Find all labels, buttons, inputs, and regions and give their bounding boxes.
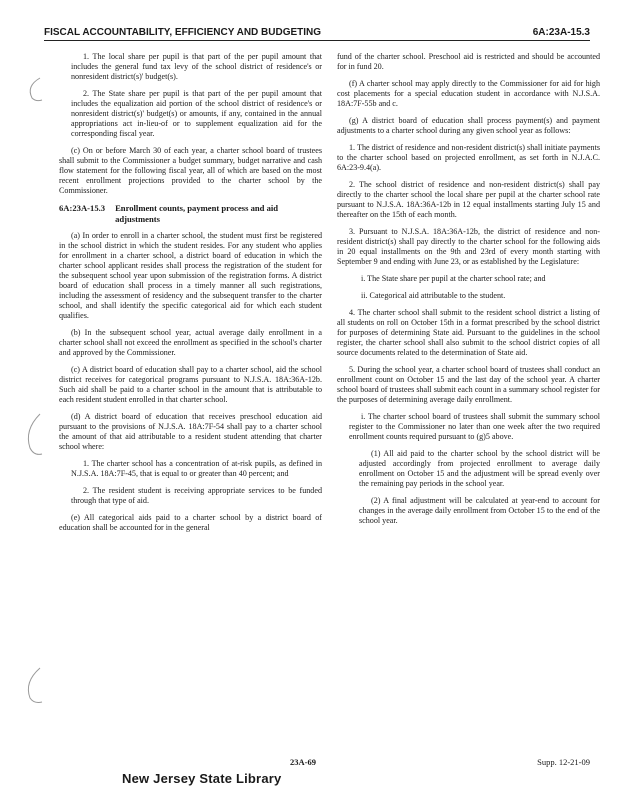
paragraph: (c) A district board of education shall pay to a charter school, aid the school district receives for categorical programs pursuant to N.J.S.A. 18A:36A-12b. Such aid shall be paid to a charter school in the amount that is attributable to each resident student enrolled in that charter school. [59, 365, 322, 404]
binder-hole-mark [22, 666, 46, 708]
supplement-date: Supp. 12-21-09 [537, 757, 590, 767]
paragraph: (b) In the subsequent school year, actual average daily enrollment in a charter school shall not exceed the enrollment as specified in the school's charter and approved by the Commissioner. [59, 328, 322, 357]
paragraph: 1. The local share per pupil is that part of the per pupil amount that includes the general fund tax levy of the school district of residence's or nonresident district(s)' budget(s). [71, 52, 322, 81]
library-watermark: New Jersey State Library [122, 771, 282, 786]
running-header [44, 22, 590, 41]
paragraph: 2. The school district of residence and non-resident district(s) shall pay directly to the charter school the local share per pupil at the charter school rate pursuant to N.J.S.A. 18A:36A-12b in 12 equal installments starting July 15 and thereafter on the 15th of each month. [337, 180, 600, 219]
paragraph: (g) A district board of education shall process payment(s) and payment adjustments to a charter school during any given school year as follows: [337, 116, 600, 135]
binder-hole-mark [22, 76, 46, 104]
paragraph: 3. Pursuant to N.J.S.A. 18A:36A-12b, the district of residence and non-resident district(s) shall pay directly to the charter school for the following aids in 20 equal installments on the 9th and 23rd of every month starting with September 9 and ending with June 23, or as established by the Legislature: [337, 227, 600, 266]
paragraph: (e) All categorical aids paid to a charter school by a district board of education shall be accounted for in the general [59, 513, 322, 532]
paragraph: i. The charter school board of trustees shall submit the summary school register to the Commissioner no later than one week after the two required enrollment counts required pursuant to (g)5 above. [349, 412, 600, 441]
paragraph: 1. The charter school has a concentration of at-risk pupils, as defined in N.J.S.A. 18A:7F-45, that is equal to or greater than 40 percent; and [71, 459, 322, 478]
right-column [337, 52, 600, 533]
paragraph: ii. Categorical aid attributable to the student. [361, 291, 506, 300]
paragraph: i. The State share per pupil at the charter school rate; and [361, 274, 546, 283]
paragraph: 2. The resident student is receiving appropriate services to be funded through that type of aid. [71, 486, 322, 505]
binder-hole-mark [22, 412, 46, 460]
paragraph: 1. The district of residence and non-resident district(s) shall initiate payments to the charter school based on projected enrollment, as set forth in N.J.A.C. 6A:23-9.4(a). [337, 143, 600, 172]
paragraph: (a) In order to enroll in a charter school, the student must first be registered in the school district in which the student resides. For any student who applies for enrollment in a charter school, a district board of education in which the charter school applicant resides shall process the registration of the student for the subsequent school year upon submission of the registration forms. A district board of education shall process in a timely manner all such registrations, including the assessment of residency and the subsequent transfer to the charter school, and shall identify the specific categorical aid for which each student qualifies. [59, 231, 322, 320]
paragraph: 4. The charter school shall submit to the resident school district a listing of all students on roll on October 15th in a format prescribed by the school district for purposes of determining State aid. Pursuant to the guidelines in the school register, the charter school shall also submit to the school district copies of all source documents related to the determination of State aid. [337, 308, 600, 357]
paragraph: 2. The State share per pupil is that part of the per pupil amount that includes the equalization aid portion of the school district of residence's or nonresident district(s)' budget(s) or amounts, if any, contained in the annual appropriations act in-lieu-of or to supplement equalization aid for the corresponding fiscal year. [71, 89, 322, 138]
header-code: 6A:23A-15.3 [532, 27, 590, 38]
left-column [59, 52, 322, 540]
paragraph: (1) All aid paid to the charter school by the school district will be adjusted accordingly from projected enrollment to average daily enrollment on October 15 and the adjustment will be spread evenly over the remaining pay periods in the school year. [359, 449, 600, 488]
section-title: Enrollment counts, payment process and aid adjustments [115, 203, 279, 224]
section-number: 6A:23A-15.3 [59, 203, 106, 213]
paragraph: (f) A charter school may apply directly to the Commissioner for aid for high cost placements for a special education student in accordance with N.J.S.A. 18A:7F-55b and c. [337, 79, 600, 108]
page-number: 23A-69 [290, 757, 316, 767]
section-heading [59, 203, 322, 224]
paragraph: 5. During the school year, a charter school board of trustees shall conduct an enrollment count on October 15 and the last day of the school year. A charter school board of trustees shall submit each count in a summary school register for the purposes of determining average daily enrollment. [337, 365, 600, 404]
header-title: FISCAL ACCOUNTABILITY, EFFICIENCY AND BUDGETING [44, 27, 322, 38]
paragraph: fund of the charter school. Preschool aid is restricted and should be accounted for in fund 20. [337, 52, 600, 71]
paragraph: (d) A district board of education that receives preschool education aid pursuant to the provisions of N.J.S.A. 18A:7F-54 shall pay to a charter school the amount of that aid attributable to a resident student attending that charter school where: [59, 412, 322, 451]
paragraph: (2) A final adjustment will be calculated at year-end to account for changes in the average daily enrollment from October 15 to the end of the school year. [359, 496, 600, 525]
paragraph: (c) On or before March 30 of each year, a charter school board of trustees shall submit to the Commissioner a budget summary, budget narrative and cash flow statement for the following fiscal year, all of which are based on the most recent enrollment projections provided to the charter school by the Commissioner. [59, 146, 322, 195]
